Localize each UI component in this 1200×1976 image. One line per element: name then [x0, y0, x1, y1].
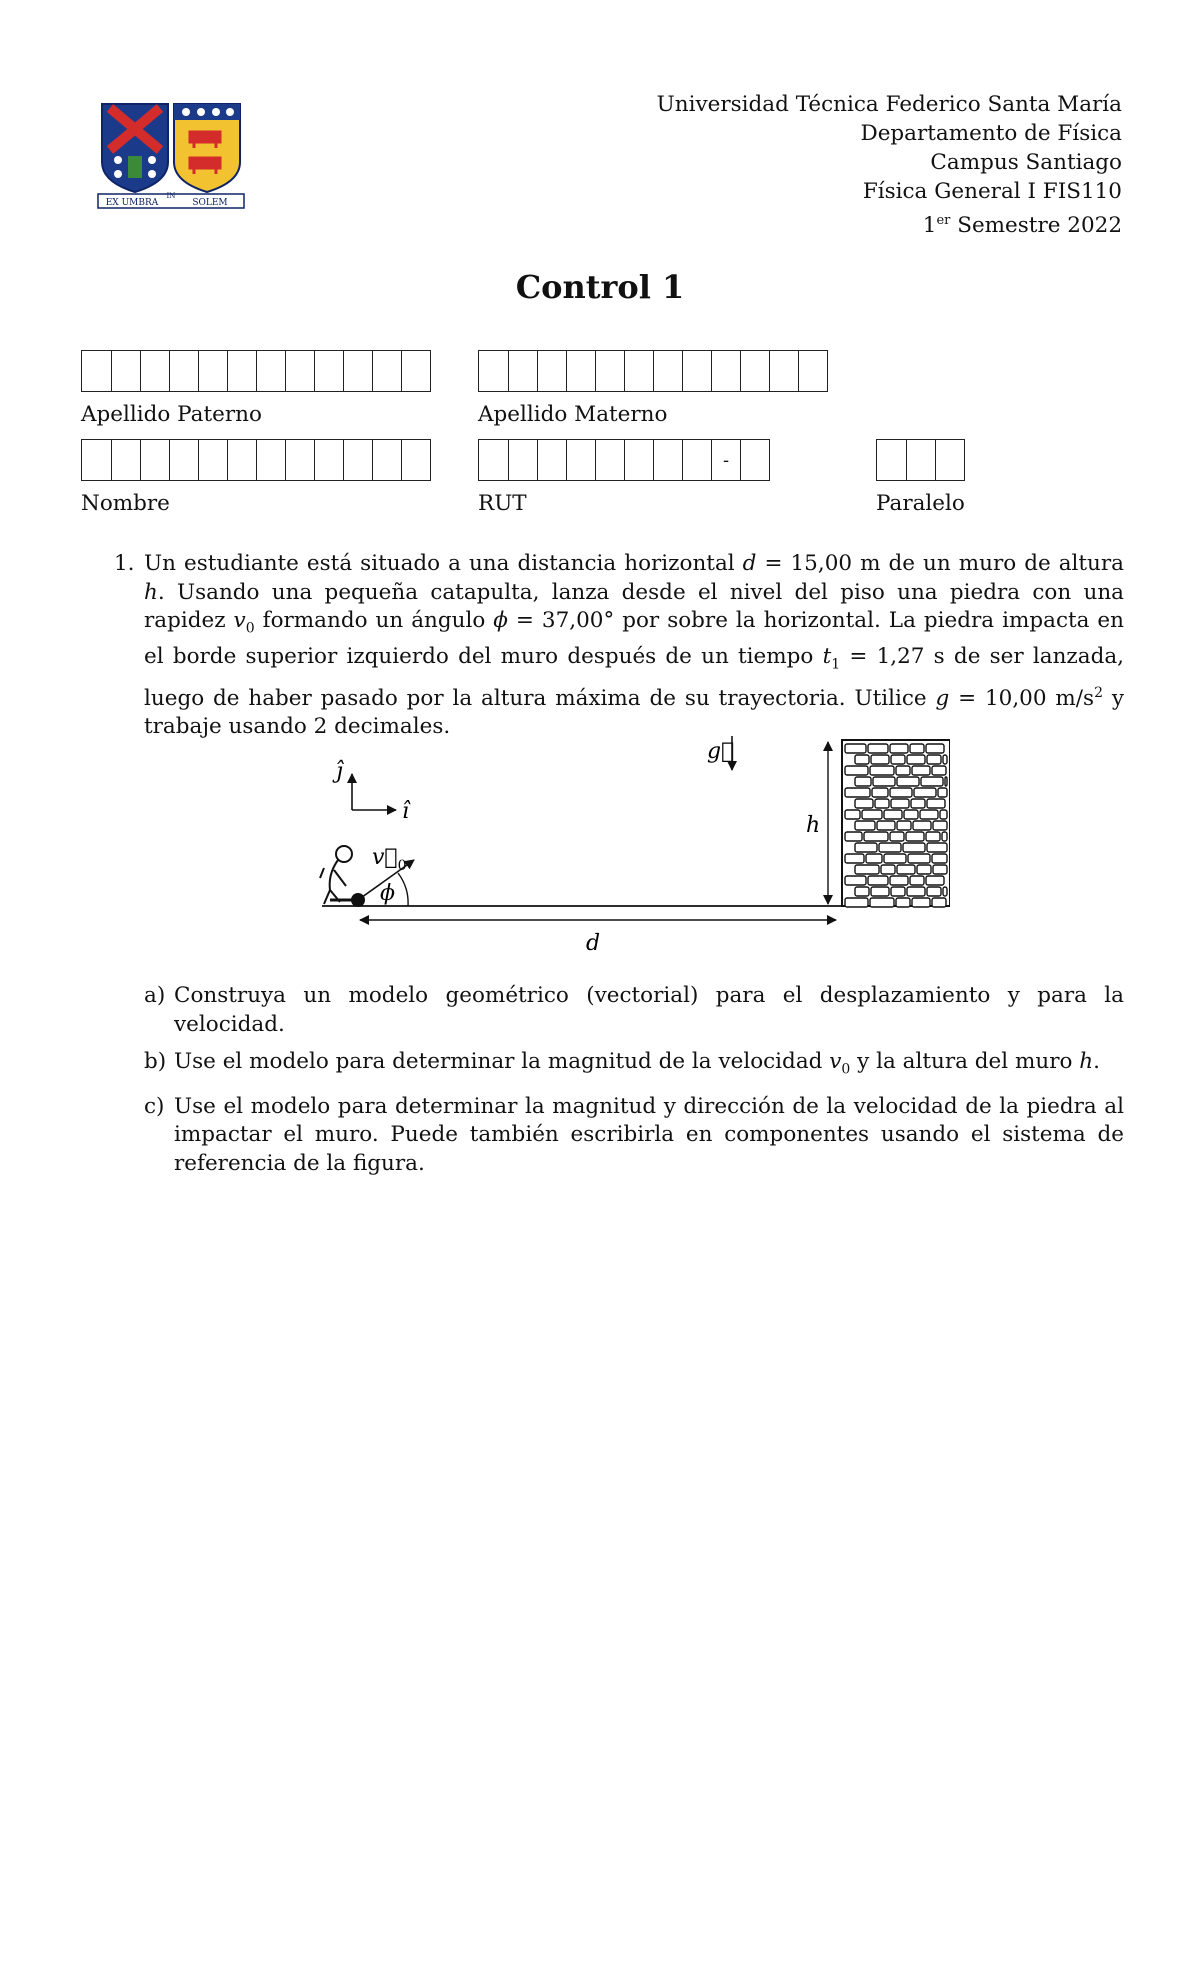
wall-stone	[932, 766, 946, 775]
wall-stone	[938, 788, 947, 797]
char-box[interactable]	[682, 351, 711, 391]
wall-stone	[890, 788, 912, 797]
char-box[interactable]	[256, 440, 285, 480]
semester: 1er Semestre 2022	[922, 213, 1122, 239]
wall-stone	[871, 887, 889, 896]
wall-stone	[933, 821, 947, 830]
wall-stone	[845, 876, 866, 885]
char-box[interactable]	[401, 351, 430, 391]
j-label: ĵ	[336, 759, 343, 784]
char-box[interactable]	[711, 351, 740, 391]
projectile-diagram	[310, 728, 950, 958]
problem-parts	[144, 982, 1124, 1187]
char-box[interactable]	[682, 440, 711, 480]
wall-stone	[866, 854, 882, 863]
wall-stone	[914, 788, 936, 797]
wall-stone	[877, 821, 895, 830]
wall-stone	[903, 843, 925, 852]
part-a: a) Construya un modelo geométrico (vectorial) para el desplazamiento y para la velocidad.	[144, 983, 1124, 1037]
char-box[interactable]	[401, 440, 430, 480]
wall-stone	[932, 898, 946, 907]
part-c: c) Use el modelo para determinar la magnitud y dirección de la velocidad de la piedra al impactar el muro. Puede también escribirla en componentes usando el sistema de referencia de la figura.	[144, 1093, 1124, 1176]
wall-stone	[855, 887, 869, 896]
wall-stone	[943, 755, 947, 764]
wall-stone	[875, 799, 889, 808]
stone-wall	[842, 740, 950, 907]
wall-stone	[945, 777, 947, 786]
char-box[interactable]	[343, 440, 372, 480]
wall-stone	[855, 755, 869, 764]
student-figure	[320, 846, 352, 904]
wall-stone	[897, 821, 911, 830]
v0-label: $v⃗_0$	[372, 845, 407, 874]
wall-stone	[845, 832, 862, 841]
institution-header	[657, 90, 1122, 240]
university-name: Universidad Técnica Federico Santa María	[656, 92, 1122, 117]
wall-stone	[845, 810, 860, 819]
char-box[interactable]	[256, 351, 285, 391]
wall-stone	[890, 744, 908, 753]
char-box[interactable]	[508, 440, 537, 480]
wall-stone	[942, 832, 947, 841]
char-box[interactable]	[227, 351, 256, 391]
char-box[interactable]	[169, 351, 198, 391]
apellido-paterno-boxes[interactable]	[81, 350, 431, 392]
wall-stone	[921, 777, 943, 786]
char-box[interactable]	[566, 440, 595, 480]
university-crest-logo	[96, 100, 246, 215]
d-label: d	[586, 931, 601, 956]
char-box[interactable]	[877, 440, 906, 480]
wall-stone	[927, 887, 941, 896]
svg-text:IN: IN	[166, 192, 176, 200]
char-box[interactable]	[372, 351, 401, 391]
wall-stone	[896, 898, 910, 907]
char-box[interactable]	[595, 351, 624, 391]
wall-stone	[912, 766, 930, 775]
char-box[interactable]	[740, 440, 769, 480]
char-box[interactable]	[82, 351, 111, 391]
char-box[interactable]	[798, 351, 827, 391]
apellido-materno-label: Apellido Materno	[478, 402, 668, 427]
char-box[interactable]	[169, 440, 198, 480]
wall-stone	[884, 810, 902, 819]
wall-stone	[890, 832, 904, 841]
char-box[interactable]	[314, 351, 343, 391]
char-box[interactable]	[653, 351, 682, 391]
wall-stone	[926, 744, 944, 753]
wall-stone	[907, 887, 925, 896]
char-box[interactable]	[227, 440, 256, 480]
char-box[interactable]	[140, 351, 169, 391]
char-box[interactable]	[769, 351, 798, 391]
char-box[interactable]	[372, 440, 401, 480]
paralelo-label: Paralelo	[876, 491, 965, 516]
shield-icon	[102, 104, 240, 192]
svg-text:SOLEM: SOLEM	[192, 198, 228, 208]
wall-stone	[855, 843, 877, 852]
h-label: h	[806, 813, 821, 838]
char-box[interactable]	[740, 351, 769, 391]
wall-stone	[912, 898, 930, 907]
char-box[interactable]	[508, 351, 537, 391]
wall-stone	[879, 843, 901, 852]
nombre-boxes[interactable]	[81, 439, 431, 481]
wall-stone	[884, 854, 906, 863]
wall-stone	[873, 777, 895, 786]
wall-stone	[911, 799, 925, 808]
motto-banner	[98, 192, 244, 208]
wall-stone	[855, 777, 871, 786]
g-label: g⃗	[707, 739, 735, 764]
wall-stone	[933, 865, 947, 874]
course-name: Física General I FIS110	[862, 179, 1122, 204]
wall-stone	[890, 876, 908, 885]
char-box[interactable]	[111, 440, 140, 480]
wall-stone	[891, 755, 905, 764]
wall-stone	[862, 810, 882, 819]
wall-stone	[897, 865, 915, 874]
char-box[interactable]	[111, 351, 140, 391]
wall-stone	[868, 876, 888, 885]
wall-stone	[891, 887, 905, 896]
angle-arc	[398, 873, 408, 906]
wall-stone	[926, 876, 944, 885]
svg-text:EX UMBRA: EX UMBRA	[105, 198, 159, 208]
wall-stone	[845, 744, 866, 753]
char-box[interactable]	[566, 351, 595, 391]
wall-stone	[927, 755, 941, 764]
wall-stone	[896, 766, 910, 775]
wall-stone	[926, 832, 940, 841]
char-box[interactable]	[343, 351, 372, 391]
apellido-materno-boxes[interactable]	[478, 350, 828, 392]
wall-stone	[845, 854, 864, 863]
part-b: b) Use el modelo para determinar la magnitud de la velocidad $v_0$ y la altura del muro h.	[144, 1049, 1100, 1078]
wall-stone	[940, 810, 947, 819]
problem-statement	[114, 550, 1124, 742]
char-box[interactable]	[285, 440, 314, 480]
wall-stone	[927, 843, 947, 852]
campus-name: Campus Santiago	[930, 150, 1122, 175]
char-box[interactable]	[537, 351, 566, 391]
char-box[interactable]	[198, 351, 227, 391]
wall-stone	[872, 788, 888, 797]
page-title: Control 1	[515, 268, 685, 306]
wall-stone	[908, 854, 930, 863]
wall-stone	[871, 755, 889, 764]
wall-stone	[891, 799, 909, 808]
char-box[interactable]	[285, 351, 314, 391]
char-box[interactable]	[479, 440, 508, 480]
problem-text: Un estudiante está situado a una distancia horizontal d = 15,00 m de un muro de altura h. Usando una pequeña catapulta, lanza desde el nivel del piso una piedra con una rapidez $v_0$ formando un ángulo ϕ = 37,00° por sobre la horizontal. La piedra impacta en el borde superior izquierdo del muro después de un tiempo $t_1 = 1,27$ s de ser lanzada, luego de haber pasado por la altura máxima de su trayectoria. Utilice g = 10,00 $m/s^2$ y trabaje usando 2 decimales.	[144, 551, 1125, 740]
char-box[interactable]	[140, 440, 169, 480]
char-box[interactable]	[479, 351, 508, 391]
wall-stone	[855, 799, 873, 808]
char-box[interactable]: -	[711, 440, 740, 480]
wall-stone	[927, 799, 945, 808]
wall-stone	[868, 744, 888, 753]
wall-stone	[910, 876, 924, 885]
char-box[interactable]	[906, 440, 935, 480]
wall-stone	[855, 865, 879, 874]
char-box[interactable]	[595, 440, 624, 480]
wall-stone	[917, 865, 931, 874]
char-box[interactable]	[624, 351, 653, 391]
wall-stone	[906, 832, 924, 841]
i-label: î	[402, 799, 410, 824]
wall-stone	[904, 810, 918, 819]
department-name: Departamento de Física	[860, 121, 1122, 146]
wall-stone	[897, 777, 919, 786]
wall-stone	[845, 898, 868, 907]
problem-number: 1.	[114, 551, 135, 576]
phi-label: ϕ	[380, 881, 395, 906]
wall-stone	[920, 810, 938, 819]
char-box[interactable]	[82, 440, 111, 480]
apellido-paterno-label: Apellido Paterno	[81, 402, 262, 427]
char-box[interactable]	[653, 440, 682, 480]
wall-stone	[870, 898, 894, 907]
char-box[interactable]	[935, 440, 964, 480]
char-box[interactable]	[624, 440, 653, 480]
char-box[interactable]	[198, 440, 227, 480]
wall-stone	[881, 865, 895, 874]
paralelo-boxes[interactable]	[876, 439, 965, 481]
wall-stone	[943, 887, 947, 896]
char-box[interactable]	[537, 440, 566, 480]
wall-stone	[855, 821, 875, 830]
char-box[interactable]	[314, 440, 343, 480]
wall-stone	[870, 766, 894, 775]
wall-stone	[913, 821, 931, 830]
rut-label: RUT	[478, 491, 527, 516]
rut-boxes[interactable]	[478, 439, 770, 481]
wall-stone	[864, 832, 888, 841]
wall-stone	[910, 744, 924, 753]
wall-stone	[845, 788, 870, 797]
nombre-label: Nombre	[81, 491, 170, 516]
wall-stone	[932, 854, 947, 863]
wall-stone	[907, 755, 925, 764]
wall-stone	[845, 766, 868, 775]
